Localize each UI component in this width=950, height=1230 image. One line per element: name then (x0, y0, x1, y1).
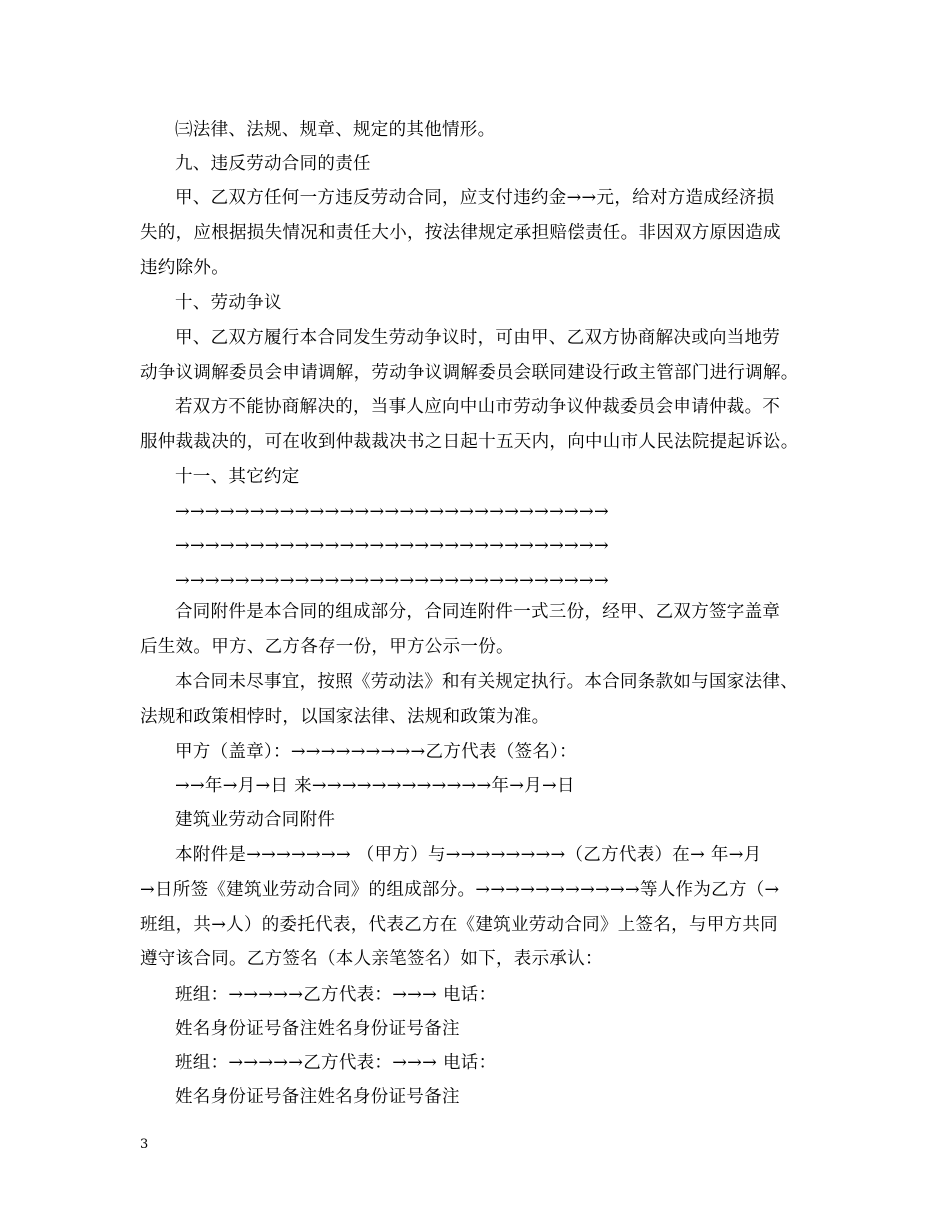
section-heading: 十、劳动争议 (175, 293, 282, 313)
blank-fill-line: →→→→→→→→→→→→→→→→→→→→→→→→→→→→→ (175, 502, 609, 522)
text-line: 服仲裁裁决的，可在收到仲裁裁决书之日起十五天内，向中山市人民法院提起诉讼。 (140, 432, 799, 452)
text-line: 违约除外。 (140, 258, 229, 278)
team-line: 班组：→→→→→乙方代表：→→→ 电话： (175, 985, 497, 1005)
text-line: 遵守该合同。乙方签名（本人亲笔签名）如下，表示承认： (140, 949, 603, 969)
text-line: 合同附件是本合同的组成部分，合同连附件一式三份，经甲、乙双方签字盖章 (175, 602, 781, 622)
section-heading: 建筑业劳动合同附件 (175, 810, 336, 830)
section-heading: 九、违反劳动合同的责任 (175, 154, 371, 174)
text-line: 甲、乙双方任何一方违反劳动合同，应支付违约金→→元，给对方造成经济损 (175, 188, 775, 208)
text-line: 法规和政策相悖时，以国家法律、法规和政策为准。 (140, 707, 550, 727)
table-header-line: 姓名身份证号备注姓名身份证号备注 (175, 1019, 460, 1039)
text-line: →日所签《建筑业劳动合同》的组成部分。→→→→→→→→→→→等人作为乙方（→ (140, 880, 780, 900)
section-heading: 十一、其它约定 (175, 467, 300, 487)
text-line: 班组，共→人）的委托代表，代表乙方在《建筑业劳动合同》上签名，与甲方共同 (140, 915, 778, 935)
text-line: 本附件是→→→→→→→ （甲方）与→→→→→→→→（乙方代表）在→ 年→月 (175, 845, 762, 865)
blank-fill-line: →→→→→→→→→→→→→→→→→→→→→→→→→→→→→ (175, 571, 609, 591)
page-number: 3 (140, 1137, 149, 1152)
signature-line: 甲方（盖章）：→→→→→→→→→乙方代表（签名）： (175, 742, 577, 762)
text-line: 本合同未尽事宜，按照《劳动法》和有关规定执行。本合同条款如与国家法律、 (175, 672, 798, 692)
table-header-line: 姓名身份证号备注姓名身份证号备注 (175, 1087, 460, 1107)
text-line: 动争议调解委员会申请调解，劳动争议调解委员会联同建设行政主管部门进行调解。 (140, 363, 799, 383)
team-line: 班组：→→→→→乙方代表：→→→ 电话： (175, 1053, 497, 1073)
blank-fill-line: →→→→→→→→→→→→→→→→→→→→→→→→→→→→→ (175, 536, 609, 556)
date-line: →→年→月→日 来→→→→→→→→→→→→年→月→日 (175, 776, 575, 796)
text-line: ㈢法律、法规、规章、规定的其他情形。 (175, 120, 496, 140)
text-line: 后生效。甲方、乙方各存一份，甲方公示一份。 (140, 637, 514, 657)
text-line: 若双方不能协商解决的，当事人应向中山市劳动争议仲裁委员会申请仲裁。不 (175, 397, 781, 417)
text-line: 失的，应根据损失情况和责任大小，按法律规定承担赔偿责任。非因双方原因造成 (140, 223, 781, 243)
text-line: 甲、乙双方履行本合同发生劳动争议时，可由甲、乙双方协商解决或向当地劳 (175, 328, 781, 348)
